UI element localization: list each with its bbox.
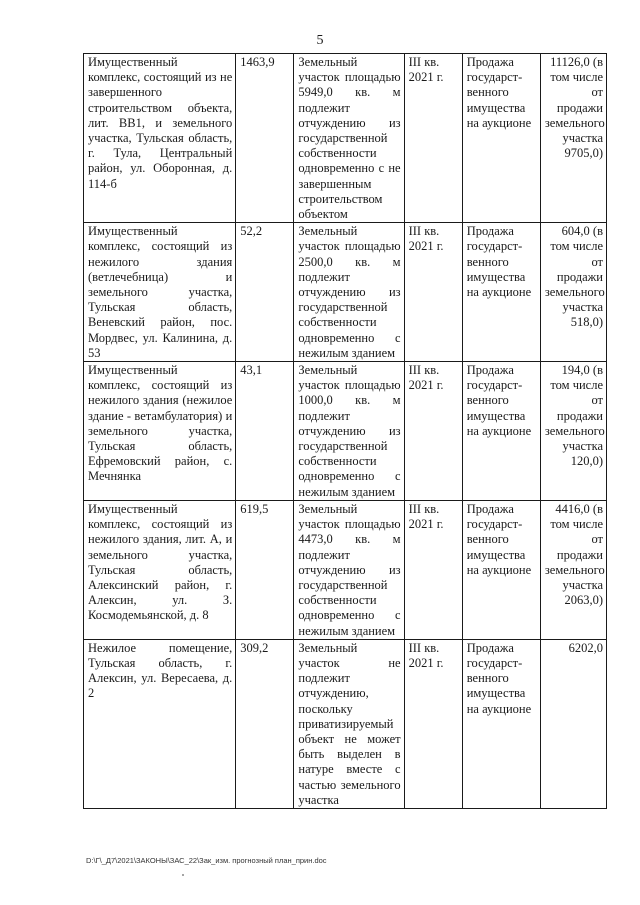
document-file-path: D:\Г\_Д7\2021\ЗАКОНЫ\ЗАС_22\Зак_изм. прогнозный план_прин.doc xyxy=(86,856,327,865)
table-row xyxy=(84,639,607,808)
object-name-cell: Нежилое помещение, Тульская область, г. Алексин, ул. Вересаева, д. 2 xyxy=(84,639,236,808)
term-cell: III кв. 2021 г. xyxy=(404,639,462,808)
table-row xyxy=(84,362,607,501)
sum-cell: 194,0 (в том числе от продажи земельного участка 120,0) xyxy=(540,362,606,501)
object-area-cell: 1463,9 xyxy=(236,54,294,223)
land-plot-cell: Земельный участок площадью 5949,0 кв. м подлежит отчуждению из государственной собственности одновременно с не завершенным строительством объектом xyxy=(294,54,404,223)
method-cell: Продажа государст- венного имущества на аукционе xyxy=(462,362,540,501)
page-number: 5 xyxy=(316,33,324,48)
object-area-cell: 619,5 xyxy=(236,500,294,639)
method-cell: Продажа государст- венного имущества на аукционе xyxy=(462,500,540,639)
object-area-cell: 52,2 xyxy=(236,223,294,362)
term-cell: III кв. 2021 г. xyxy=(404,54,462,223)
table-row xyxy=(84,500,607,639)
sum-cell: 4416,0 (в том числе от продажи земельного участка 2063,0) xyxy=(540,500,606,639)
method-cell: Продажа государст- венного имущества на аукционе xyxy=(462,639,540,808)
land-plot-cell: Земельный участок площадью 4473,0 кв. м подлежит отчуждению из государственной собственности одновременно с нежилым зданием xyxy=(294,500,404,639)
object-area-cell: 43,1 xyxy=(236,362,294,501)
object-name-cell: Имущественный комплекс, состоящий из не завершенного строительством объекта, лит. ВВ1, и земельного участка, Тульская область, г. Тула, Центральный район, ул. Оборонная, д. 114-б xyxy=(84,54,236,223)
term-cell: III кв. 2021 г. xyxy=(404,500,462,639)
land-plot-cell: Земельный участок не подлежит отчуждению, поскольку приватизируемый объект не может быть выделен в натуре вместе с частью земельного участка xyxy=(294,639,404,808)
sum-cell: 6202,0 xyxy=(540,639,606,808)
method-cell: Продажа государст- венного имущества на аукционе xyxy=(462,223,540,362)
object-name-cell: Имущественный комплекс, состоящий из нежилого здания (нежилое здание - ветамбулатория) и земельного участка, Тульская область, Ефремовский район, с. Мечнянка xyxy=(84,362,236,501)
method-cell: Продажа государст- венного имущества на аукционе xyxy=(462,54,540,223)
term-cell: III кв. 2021 г. xyxy=(404,362,462,501)
sum-cell: 604,0 (в том числе от продажи земельного участка 518,0) xyxy=(540,223,606,362)
privatization-plan-table xyxy=(83,53,607,809)
table-row xyxy=(84,54,607,223)
land-plot-cell: Земельный участок площадью 1000,0 кв. м подлежит отчуждению из государственной собственности одновременно с нежилым зданием xyxy=(294,362,404,501)
object-name-cell: Имущественный комплекс, состоящий из нежилого здания (ветлечебница) и земельного участка, Тульская область, Веневский район, пос. Мордвес, ул. Калинина, д. 53 xyxy=(84,223,236,362)
sum-cell: 11126,0 (в том числе от продажи земельного участка 9705,0) xyxy=(540,54,606,223)
term-cell: III кв. 2021 г. xyxy=(404,223,462,362)
table-row xyxy=(84,223,607,362)
land-plot-cell: Земельный участок площадью 2500,0 кв. м подлежит отчуждению из государственной собственности одновременно с нежилым зданием xyxy=(294,223,404,362)
object-area-cell: 309,2 xyxy=(236,639,294,808)
scan-artifact xyxy=(182,874,184,876)
object-name-cell: Имущественный комплекс, состоящий из нежилого здания, лит. А, и земельного участка, Тульская область, Алексинский район, г. Алексин, ул. З. Космодемьянской, д. 8 xyxy=(84,500,236,639)
